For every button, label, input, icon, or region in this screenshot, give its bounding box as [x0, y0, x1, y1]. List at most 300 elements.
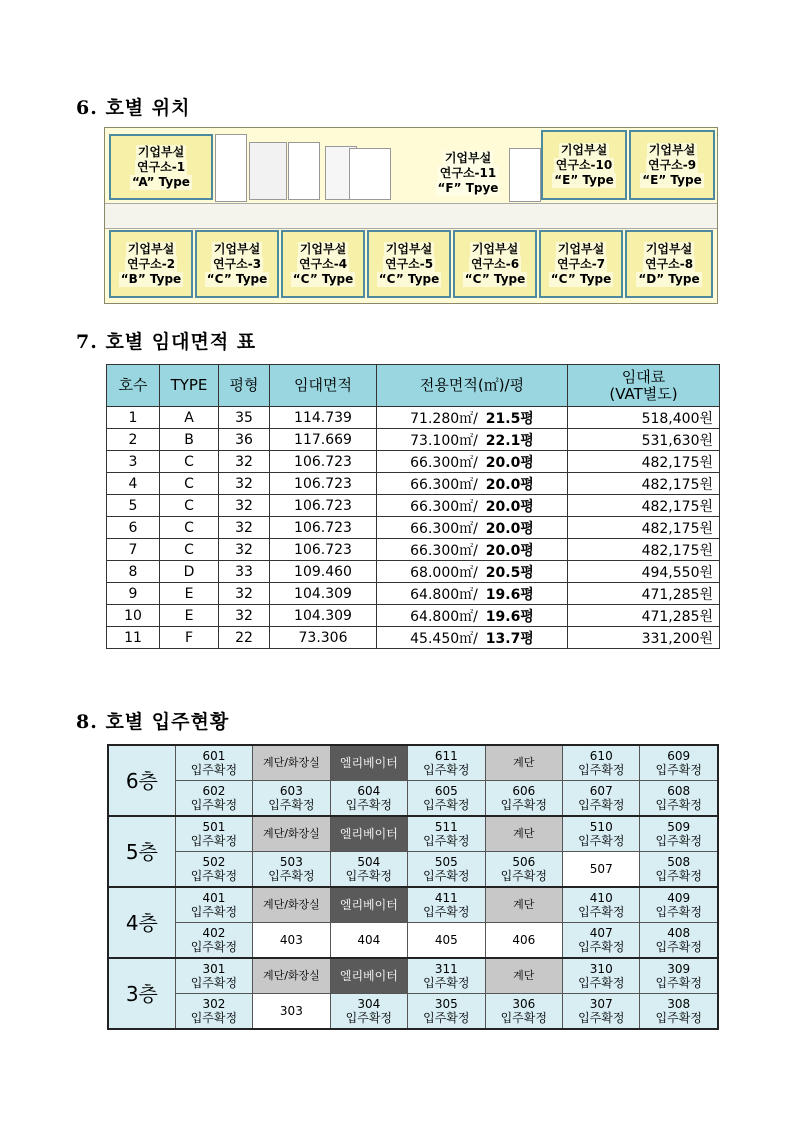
unit-number: 607 [589, 784, 613, 798]
rent-area-table [106, 364, 720, 649]
table-cell: 22 [219, 627, 270, 649]
room-type: “E” Type [554, 172, 614, 187]
room-label: 기업부설 [557, 241, 605, 256]
table-cell: 32 [219, 583, 270, 605]
exclusive-pyeong: 20.0평 [485, 520, 534, 537]
unit-status: 입주확정 [268, 798, 315, 812]
unit-cell [175, 923, 252, 959]
exclusive-area: 64.800㎡/ [410, 608, 478, 625]
room-lab-4 [281, 230, 365, 298]
unit-number: 608 [667, 784, 691, 798]
unit-number: 503 [279, 855, 303, 869]
unit-status: 입주확정 [500, 1011, 547, 1025]
unit-number: 407 [589, 926, 613, 940]
table-cell: E [160, 605, 219, 627]
unit-number: 406 [512, 933, 536, 947]
table-cell: 2 [107, 429, 160, 451]
unit-number: 계단/화장실 [262, 756, 320, 769]
table-cell: 482,175원 [568, 517, 720, 539]
table-cell: A [160, 407, 219, 429]
table-cell: 106.723 [270, 495, 377, 517]
table-cell: 32 [219, 495, 270, 517]
unit-number: 계단 [513, 898, 535, 911]
unit-cell [253, 994, 330, 1030]
exclusive-pyeong: 22.1평 [485, 432, 534, 449]
room-type: “C” Type [464, 271, 526, 286]
unit-cell [330, 781, 407, 817]
room-label: 연구소-5 [384, 256, 434, 271]
unit-cell [330, 852, 407, 888]
unit-number: 304 [357, 997, 381, 1011]
room-lab-2 [109, 230, 193, 298]
unit-status: 입주확정 [578, 905, 625, 919]
unit-number: 엘리베이터 [339, 756, 398, 770]
table-row [107, 473, 720, 495]
exclusive-pyeong: 20.0평 [485, 542, 534, 559]
unit-number: 303 [279, 1004, 303, 1018]
unit-status: 입주확정 [423, 976, 470, 990]
table-cell [377, 605, 568, 627]
floor-plan [104, 127, 718, 304]
floor-label: 6층 [108, 745, 175, 816]
unit-number: 511 [434, 820, 458, 834]
table-cell: 104.309 [270, 605, 377, 627]
table-cell: 106.723 [270, 539, 377, 561]
unit-number: 409 [667, 891, 691, 905]
exclusive-pyeong: 20.0평 [485, 498, 534, 515]
unit-number: 308 [667, 997, 691, 1011]
table-row [107, 583, 720, 605]
unit-status: 입주확정 [190, 940, 238, 954]
exclusive-area: 66.300㎡/ [410, 542, 478, 559]
table-cell: 32 [219, 539, 270, 561]
unit-number: 502 [202, 855, 226, 869]
floor-row [108, 887, 718, 923]
stair-cell [253, 745, 330, 781]
restroom-core [249, 142, 287, 200]
unit-cell [640, 958, 718, 994]
unit-number: 609 [667, 749, 691, 763]
table-cell: C [160, 517, 219, 539]
unit-number: 계단/화장실 [262, 898, 320, 911]
unit-cell [563, 923, 640, 959]
unit-cell [330, 923, 407, 959]
unit-number: 603 [279, 784, 303, 798]
room-type: “E” Type [642, 172, 702, 187]
unit-cell [563, 781, 640, 817]
stair-cell [485, 887, 562, 923]
elevator-cell [330, 887, 407, 923]
table-cell: 5 [107, 495, 160, 517]
table-cell: 531,630원 [568, 429, 720, 451]
table-row [107, 561, 720, 583]
table-cell: 114.739 [270, 407, 377, 429]
unit-cell [563, 816, 640, 852]
unit-cell [408, 887, 485, 923]
unit-number: 504 [357, 855, 381, 869]
table-cell: 482,175원 [568, 473, 720, 495]
unit-cell [640, 781, 718, 817]
unit-number: 계단/화장실 [262, 827, 320, 840]
unit-status: 입주확정 [423, 763, 470, 777]
unit-cell [175, 781, 252, 817]
table-cell: 11 [107, 627, 160, 649]
elevator-cell [330, 745, 407, 781]
room-label: 기업부설 [560, 142, 608, 157]
exclusive-pyeong: 19.6평 [485, 586, 534, 603]
unit-cell [330, 994, 407, 1030]
room-lab-5 [367, 230, 451, 298]
table-cell [377, 627, 568, 649]
table-cell: 117.669 [270, 429, 377, 451]
unit-number: 309 [667, 962, 691, 976]
unit-status: 입주확정 [655, 940, 702, 954]
unit-status: 입주확정 [655, 976, 702, 990]
exclusive-pyeong: 20.0평 [485, 454, 534, 471]
unit-number: 605 [434, 784, 458, 798]
room-type: “F” Tpye [437, 180, 499, 195]
unit-cell [563, 958, 640, 994]
exclusive-area: 73.100㎡/ [410, 432, 478, 449]
room-lab-6 [453, 230, 537, 298]
table-cell: D [160, 561, 219, 583]
table-cell [377, 407, 568, 429]
table-cell: 3 [107, 451, 160, 473]
unit-cell [640, 994, 718, 1030]
unit-cell [563, 994, 640, 1030]
unit-cell [408, 958, 485, 994]
room-label: 연구소-3 [212, 256, 262, 271]
unit-number: 계단/화장실 [262, 969, 320, 982]
unit-number: 엘리베이터 [339, 827, 398, 841]
stair-cell [485, 958, 562, 994]
room-label: 연구소-11 [439, 165, 497, 180]
exclusive-area: 68.000㎡/ [410, 564, 478, 581]
col-header-line: 임대료 [621, 367, 666, 386]
room-label: 연구소-4 [298, 256, 348, 271]
unit-number: 307 [589, 997, 613, 1011]
unit-status: 입주확정 [578, 976, 625, 990]
table-cell [377, 561, 568, 583]
unit-status: 입주확정 [190, 869, 238, 883]
unit-number: 계단 [513, 827, 535, 840]
unit-number: 302 [202, 997, 226, 1011]
table-cell: 104.309 [270, 583, 377, 605]
room-type: “C” Type [378, 271, 440, 286]
table-cell [377, 429, 568, 451]
room-label: 연구소-1 [136, 159, 186, 174]
unit-status: 입주확정 [578, 1011, 625, 1025]
unit-status: 입주확정 [655, 869, 702, 883]
unit-cell [563, 852, 640, 888]
unit-number: 403 [279, 933, 303, 947]
table-cell [377, 583, 568, 605]
section-title-rent-area: 7. 호별 임대면적 표 [76, 331, 257, 353]
elevator-core [349, 148, 391, 200]
table-cell: C [160, 473, 219, 495]
table-row [107, 517, 720, 539]
unit-number: 505 [434, 855, 458, 869]
unit-cell [640, 745, 718, 781]
col-header: 전용면적(㎡)/평 [377, 365, 568, 407]
room-lab-11 [427, 144, 509, 202]
room-label: 연구소-2 [126, 256, 176, 271]
table-cell: 106.723 [270, 451, 377, 473]
stair-cell [253, 887, 330, 923]
unit-number: 410 [589, 891, 613, 905]
room-lab-7 [539, 230, 623, 298]
unit-cell [408, 816, 485, 852]
unit-number: 510 [589, 820, 613, 834]
exclusive-pyeong: 21.5평 [485, 410, 534, 427]
unit-number: 계단 [513, 756, 535, 769]
col-header: 임대면적 [270, 365, 377, 407]
unit-status: 입주확정 [655, 905, 702, 919]
section-title-location: 6. 호별 위치 [76, 97, 191, 119]
unit-cell [640, 852, 718, 888]
unit-status: 입주확정 [655, 834, 702, 848]
unit-cell [485, 923, 562, 959]
table-cell: 32 [219, 451, 270, 473]
room-label: 기업부설 [299, 241, 347, 256]
room-label: 기업부설 [213, 241, 261, 256]
floor-row [108, 923, 718, 959]
floor-label: 5층 [108, 816, 175, 887]
room-label: 연구소-10 [555, 157, 613, 172]
unit-number: 401 [202, 891, 226, 905]
table-cell: 33 [219, 561, 270, 583]
unit-status: 입주확정 [423, 869, 470, 883]
room-label: 연구소-8 [644, 256, 694, 271]
stair-cell [253, 958, 330, 994]
room-type: “B” Type [120, 271, 182, 286]
unit-status: 입주확정 [655, 763, 702, 777]
room-label: 기업부설 [471, 241, 519, 256]
corridor [105, 203, 717, 229]
unit-number: 601 [202, 749, 226, 763]
unit-number: 405 [434, 933, 458, 947]
room-label: 연구소-9 [647, 157, 697, 172]
unit-number: 엘리베이터 [339, 969, 398, 983]
unit-status: 입주확정 [500, 798, 547, 812]
table-cell: E [160, 583, 219, 605]
table-cell: 106.723 [270, 517, 377, 539]
table-cell: 494,550원 [568, 561, 720, 583]
table-cell: 482,175원 [568, 495, 720, 517]
unit-number: 계단 [513, 969, 535, 982]
exclusive-area: 66.300㎡/ [410, 520, 478, 537]
unit-cell [408, 994, 485, 1030]
floor-block [108, 816, 718, 887]
room-label: 기업부설 [648, 142, 696, 157]
unit-cell [253, 781, 330, 817]
table-row [107, 429, 720, 451]
col-header: 평형 [219, 365, 270, 407]
unit-status: 입주확정 [578, 763, 625, 777]
unit-number: 408 [667, 926, 691, 940]
table-cell: 9 [107, 583, 160, 605]
unit-status: 입주확정 [190, 834, 238, 848]
unit-status: 입주확정 [578, 834, 625, 848]
unit-number: 611 [434, 749, 458, 763]
unit-cell [485, 852, 562, 888]
unit-status: 입주확정 [345, 1011, 393, 1025]
stair-cell [485, 745, 562, 781]
floor-row [108, 994, 718, 1030]
exclusive-area: 64.800㎡/ [410, 586, 478, 603]
table-cell: 518,400원 [568, 407, 720, 429]
unit-status: 입주확정 [190, 905, 238, 919]
table-row [107, 627, 720, 649]
table-row [107, 605, 720, 627]
unit-number: 306 [512, 997, 536, 1011]
unit-number: 506 [512, 855, 536, 869]
table-cell: 4 [107, 473, 160, 495]
room-label: 기업부설 [645, 241, 693, 256]
stair-cell [253, 816, 330, 852]
table-cell: 331,200원 [568, 627, 720, 649]
floor-label: 3층 [108, 958, 175, 1029]
table-row [107, 539, 720, 561]
table-cell: 36 [219, 429, 270, 451]
table-cell: C [160, 495, 219, 517]
unit-number: 602 [202, 784, 226, 798]
unit-cell [640, 887, 718, 923]
unit-status: 입주확정 [345, 869, 393, 883]
unit-number: 606 [512, 784, 536, 798]
table-cell [377, 495, 568, 517]
unit-cell [640, 923, 718, 959]
room-type: “C” Type [550, 271, 612, 286]
unit-number: 610 [589, 749, 613, 763]
col-header [568, 365, 720, 407]
unit-status: 입주확정 [655, 798, 702, 812]
unit-number: 305 [434, 997, 458, 1011]
unit-number: 엘리베이터 [339, 898, 398, 912]
unit-cell [485, 994, 562, 1030]
floor-row [108, 781, 718, 817]
table-cell: 471,285원 [568, 583, 720, 605]
table-header-row [107, 365, 720, 407]
unit-status: 입주확정 [190, 1011, 238, 1025]
table-cell: 35 [219, 407, 270, 429]
unit-status: 입주확정 [268, 869, 315, 883]
table-cell: F [160, 627, 219, 649]
room-lab-9 [629, 130, 715, 200]
unit-status: 입주확정 [500, 869, 547, 883]
exclusive-area: 71.280㎡/ [410, 410, 478, 427]
table-cell: 32 [219, 517, 270, 539]
unit-cell [253, 923, 330, 959]
table-cell: 10 [107, 605, 160, 627]
exclusive-area: 66.300㎡/ [410, 476, 478, 493]
unit-cell [175, 887, 252, 923]
room-type: “C” Type [292, 271, 354, 286]
unit-number: 507 [589, 862, 613, 876]
unit-cell [175, 958, 252, 994]
unit-cell [485, 781, 562, 817]
unit-status: 입주확정 [578, 798, 625, 812]
unit-cell [175, 994, 252, 1030]
room-label: 기업부설 [137, 144, 185, 159]
unit-number: 311 [434, 962, 458, 976]
unit-number: 508 [667, 855, 691, 869]
unit-number: 604 [357, 784, 381, 798]
room-label: 기업부설 [444, 150, 492, 165]
table-cell: 482,175원 [568, 539, 720, 561]
unit-cell [563, 745, 640, 781]
floor-block [108, 958, 718, 1029]
floor-row [108, 958, 718, 994]
room-lab-8 [625, 230, 713, 298]
unit-cell [640, 816, 718, 852]
room-lab-3 [195, 230, 279, 298]
table-cell: 109.460 [270, 561, 377, 583]
table-cell: 471,285원 [568, 605, 720, 627]
exclusive-pyeong: 20.0평 [485, 476, 534, 493]
room-lab-10 [541, 130, 627, 200]
unit-cell [563, 887, 640, 923]
unit-status: 입주확정 [578, 940, 625, 954]
room-type: “A” Type [132, 174, 190, 189]
floor-label: 4층 [108, 887, 175, 958]
table-cell: C [160, 539, 219, 561]
unit-cell [408, 852, 485, 888]
unit-status: 입주확정 [423, 905, 470, 919]
floor-row [108, 816, 718, 852]
table-cell: 7 [107, 539, 160, 561]
stair-core [215, 134, 247, 202]
unit-cell [253, 852, 330, 888]
table-row [107, 451, 720, 473]
table-cell: 482,175원 [568, 451, 720, 473]
section-title-occupancy: 8. 호별 입주현황 [76, 711, 230, 733]
unit-number: 501 [202, 820, 226, 834]
unit-status: 입주확정 [423, 1011, 470, 1025]
room-label: 연구소-7 [556, 256, 606, 271]
unit-cell [175, 745, 252, 781]
unit-cell [408, 745, 485, 781]
table-cell: 1 [107, 407, 160, 429]
unit-number: 402 [202, 926, 226, 940]
unit-status: 입주확정 [655, 1011, 702, 1025]
table-cell [377, 451, 568, 473]
table-cell: 73.306 [270, 627, 377, 649]
exclusive-area: 66.300㎡/ [410, 454, 478, 471]
floor-row [108, 745, 718, 781]
elevator-cell [330, 958, 407, 994]
exclusive-area: 45.450㎡/ [410, 630, 478, 647]
floor-block [108, 745, 718, 816]
stair-cell [485, 816, 562, 852]
exclusive-area: 66.300㎡/ [410, 498, 478, 515]
unit-status: 입주확정 [423, 834, 470, 848]
occupancy-grid [107, 744, 719, 1030]
table-cell [377, 473, 568, 495]
unit-cell [408, 781, 485, 817]
table-cell: 6 [107, 517, 160, 539]
unit-cell [175, 852, 252, 888]
col-header: 호수 [107, 365, 160, 407]
table-cell: 32 [219, 605, 270, 627]
table-cell: 32 [219, 473, 270, 495]
table-cell [377, 517, 568, 539]
room-label: 기업부설 [385, 241, 433, 256]
exclusive-pyeong: 13.7평 [485, 630, 534, 647]
col-header: TYPE [160, 365, 219, 407]
table-cell: 8 [107, 561, 160, 583]
table-cell: 106.723 [270, 473, 377, 495]
